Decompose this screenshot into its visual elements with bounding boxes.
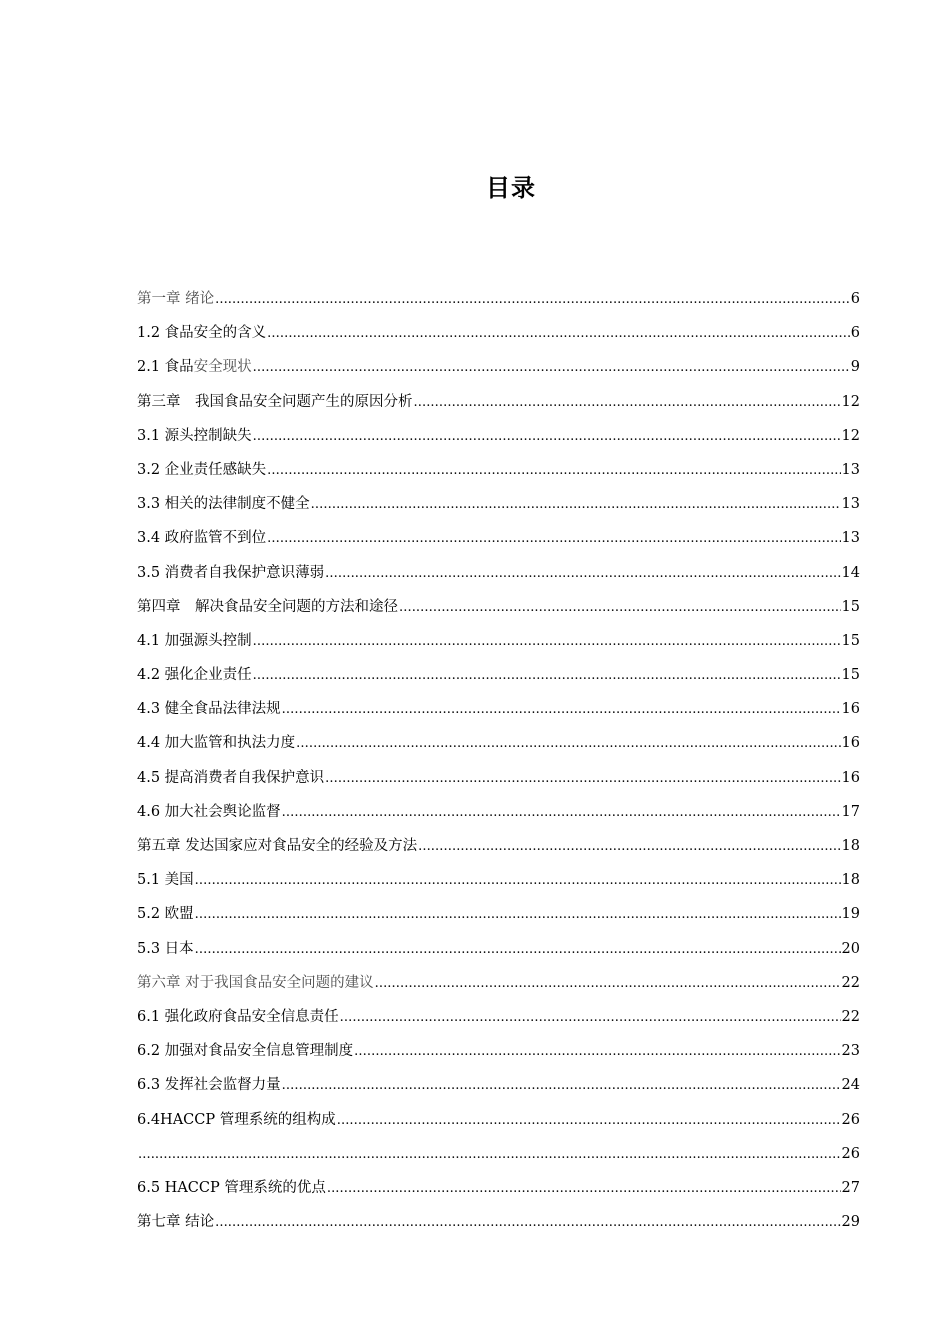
dot-leader bbox=[340, 1002, 841, 1032]
toc-entry-label: 1.2 食品安全的含义 bbox=[137, 325, 267, 342]
toc-entry-label: 3.4 政府监管不到位 bbox=[137, 530, 267, 547]
toc-entry-page: 13 bbox=[841, 461, 860, 478]
toc-entry-page: 22 bbox=[841, 974, 860, 991]
page-title: 目录 bbox=[486, 174, 536, 202]
toc-entry[interactable] bbox=[137, 592, 860, 626]
toc-entry-page: 16 bbox=[841, 701, 860, 718]
toc-entry-page: 24 bbox=[841, 1077, 860, 1094]
toc-entry-page: 17 bbox=[841, 803, 860, 820]
dot-leader bbox=[282, 1070, 841, 1100]
toc-entry-page: 18 bbox=[841, 838, 860, 854]
toc-entry[interactable] bbox=[137, 934, 860, 968]
toc-entry[interactable] bbox=[137, 558, 860, 592]
toc-entry[interactable] bbox=[137, 797, 860, 831]
toc-entry-label bbox=[137, 352, 252, 382]
toc-entry-label: 4.3 健全食品法律法规 bbox=[137, 701, 281, 718]
toc-entry[interactable] bbox=[137, 626, 860, 660]
toc-entry-page: 6 bbox=[850, 291, 860, 307]
toc-entry[interactable] bbox=[137, 1036, 860, 1070]
toc-entry-label: 6.2 加强对食品安全信息管理制度 bbox=[137, 1043, 354, 1060]
toc-entry-page: 14 bbox=[841, 564, 860, 581]
toc-entry[interactable] bbox=[137, 660, 860, 694]
dot-leader bbox=[337, 1105, 841, 1135]
dot-leader bbox=[267, 455, 840, 485]
dot-leader bbox=[195, 865, 841, 895]
toc-entry-page: 19 bbox=[841, 906, 860, 923]
toc-entry-label: 6.4HACCP 管理系统的组构成 bbox=[137, 1111, 336, 1128]
toc-entry-page: 26 bbox=[841, 1111, 860, 1128]
toc-entry[interactable] bbox=[137, 318, 860, 352]
toc-entry-page: 16 bbox=[841, 735, 860, 752]
toc-entry-page: 29 bbox=[841, 1214, 860, 1231]
toc-entry-page: 15 bbox=[841, 632, 860, 649]
toc-entry-page: 20 bbox=[841, 940, 860, 957]
dot-leader bbox=[311, 489, 841, 519]
toc-entry[interactable] bbox=[137, 831, 860, 865]
toc-entry-page: 13 bbox=[841, 496, 860, 513]
dot-leader bbox=[399, 592, 841, 622]
toc-entry[interactable] bbox=[137, 968, 860, 1002]
dot-leader bbox=[267, 523, 840, 553]
dot-leader bbox=[253, 626, 841, 656]
dot-leader bbox=[414, 387, 841, 417]
dot-leader bbox=[325, 763, 840, 793]
toc-entry-label: 4.5 提高消费者自我保护意识 bbox=[137, 769, 325, 786]
toc-entry-label: 第七章 结论 bbox=[137, 1214, 215, 1231]
toc-entry-label: 3.3 相关的法律制度不健全 bbox=[137, 496, 310, 513]
dot-leader bbox=[327, 1173, 841, 1203]
toc-entry-label: 第一章 绪论 bbox=[137, 291, 215, 307]
toc-entry[interactable] bbox=[137, 455, 860, 489]
dot-leader bbox=[215, 284, 850, 314]
toc-entry[interactable] bbox=[137, 421, 860, 455]
dot-leader bbox=[325, 558, 840, 588]
dot-leader bbox=[253, 660, 841, 690]
dot-leader bbox=[267, 318, 850, 348]
dot-leader bbox=[375, 968, 841, 998]
toc-entry-label: 6.3 发挥社会监督力量 bbox=[137, 1077, 281, 1094]
toc-entry-label: 6.1 强化政府食品安全信息责任 bbox=[137, 1008, 339, 1025]
toc-entry-page: 12 bbox=[841, 393, 860, 410]
toc-entry[interactable] bbox=[137, 763, 860, 797]
toc-entry-page: 6 bbox=[850, 325, 860, 342]
toc-entry[interactable] bbox=[137, 899, 860, 933]
toc-entry-page: 27 bbox=[841, 1179, 860, 1196]
toc-entry-page: 16 bbox=[841, 769, 860, 786]
toc-entry-label: 第五章 发达国家应对食品安全的经验及方法 bbox=[137, 838, 418, 854]
toc-entry-label: 第六章 对于我国食品安全问题的建议 bbox=[137, 974, 374, 991]
toc-entry[interactable] bbox=[137, 694, 860, 728]
toc-entry[interactable] bbox=[137, 1139, 860, 1173]
toc-entry-page: 18 bbox=[841, 872, 860, 889]
toc-entry[interactable] bbox=[137, 1207, 860, 1241]
toc-list bbox=[137, 284, 860, 1241]
toc-entry-label: 4.1 加强源头控制 bbox=[137, 632, 252, 649]
toc-entry-label: 6.5 HACCP 管理系统的优点 bbox=[137, 1179, 326, 1196]
toc-entry-label-head: 2.1 食品 bbox=[137, 359, 194, 376]
toc-entry-label: 3.2 企业责任感缺失 bbox=[137, 461, 267, 478]
toc-entry[interactable] bbox=[137, 1173, 860, 1207]
toc-entry[interactable] bbox=[137, 1070, 860, 1104]
toc-entry[interactable] bbox=[137, 489, 860, 523]
dot-leader bbox=[296, 728, 840, 758]
toc-entry-label: 第三章 我国食品安全问题产生的原因分析 bbox=[137, 393, 413, 410]
toc-entry-label: 4.4 加大监管和执法力度 bbox=[137, 735, 296, 752]
toc-entry-label: 第四章 解决食品安全问题的方法和途径 bbox=[137, 598, 398, 615]
dot-leader bbox=[282, 694, 841, 724]
toc-entry-page: 12 bbox=[841, 427, 860, 444]
toc-entry-label: 5.2 欧盟 bbox=[137, 906, 194, 923]
toc-entry[interactable] bbox=[137, 284, 860, 318]
toc-entry-label: 4.6 加大社会舆论监督 bbox=[137, 803, 281, 820]
toc-entry[interactable] bbox=[137, 352, 860, 386]
toc-entry-label-tail: 安全现状 bbox=[193, 359, 252, 376]
toc-entry-page: 26 bbox=[841, 1145, 860, 1162]
toc-entry-page: 9 bbox=[850, 359, 860, 376]
dot-leader bbox=[354, 1036, 840, 1066]
toc-entry[interactable] bbox=[137, 1002, 860, 1036]
toc-entry[interactable] bbox=[137, 523, 860, 557]
dot-leader bbox=[195, 934, 841, 964]
toc-entry-label: 4.2 强化企业责任 bbox=[137, 667, 252, 684]
dot-leader bbox=[418, 831, 840, 861]
dot-leader bbox=[253, 352, 850, 382]
toc-entry-page: 15 bbox=[841, 667, 860, 684]
toc-entry-page: 15 bbox=[841, 598, 860, 615]
dot-leader bbox=[282, 797, 841, 827]
dot-leader bbox=[215, 1207, 840, 1237]
toc-entry-label: 3.1 源头控制缺失 bbox=[137, 427, 252, 444]
toc-entry-page: 13 bbox=[841, 530, 860, 547]
dot-leader bbox=[253, 421, 841, 451]
toc-entry-label: 5.3 日本 bbox=[137, 940, 194, 957]
toc-entry-label: 3.5 消费者自我保护意识薄弱 bbox=[137, 564, 325, 581]
toc-entry[interactable] bbox=[137, 387, 860, 421]
dot-leader bbox=[138, 1139, 841, 1169]
toc-entry-page: 22 bbox=[841, 1008, 860, 1025]
toc-entry[interactable] bbox=[137, 728, 860, 762]
toc-entry-page: 23 bbox=[841, 1043, 860, 1060]
toc-entry[interactable] bbox=[137, 865, 860, 899]
toc-entry-label: 5.1 美国 bbox=[137, 872, 194, 889]
toc-entry[interactable] bbox=[137, 1105, 860, 1139]
dot-leader bbox=[195, 899, 841, 929]
